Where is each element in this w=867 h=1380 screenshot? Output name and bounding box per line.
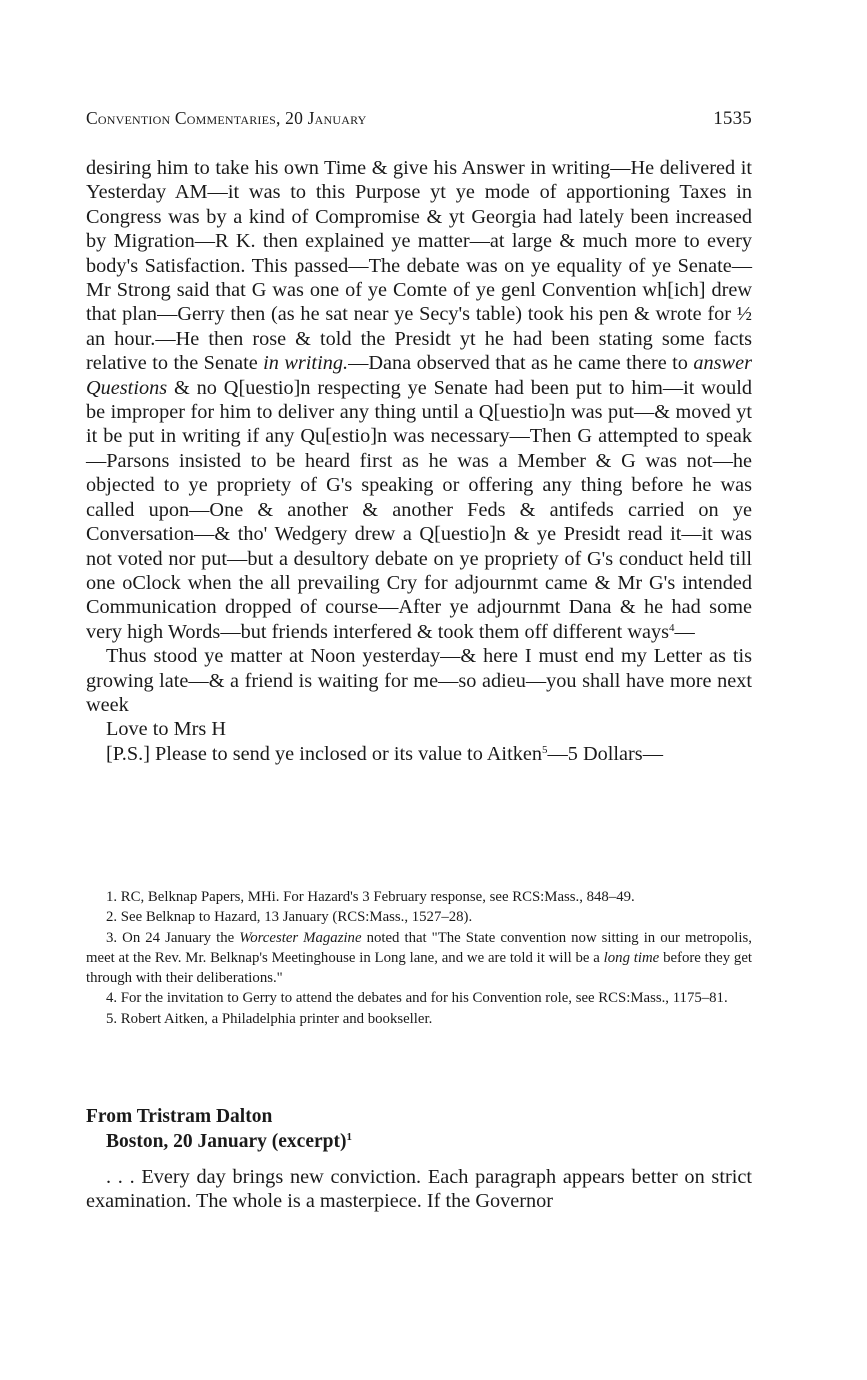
paragraph-text: & no Q[uestio]n respecting ye Senate had been put to him—it would be improper for him to deliver any thing until a Q[uestio]n was put—& moved yt it be put in writing if any Qu[estio]n was necessary—Then G attempted to speak—Parsons insisted to be heard first as he was a Member & G was not—he objected to ye propriety of G's speaking or offering any thing before he was called upon—One & another & another Feds & antifeds carried on ye Conversation—& tho' Wedgery drew a Q[uestio]n & ye Presidt read it—it was not voted nor put—but a desultory debate on ye propriety of G's conduct held till one oClock when the all prevailing Cry for adjournmt came & Mr G's intended Communication dropped of course—After ye adjournmt Dana & he had some very high Words—but friends interfered & took them off different ways (86, 376, 752, 643)
paragraph-text: — (674, 620, 695, 643)
footnote-marker: 1 (346, 1131, 352, 1143)
body-paragraph-2: Thus stood ye matter at Noon yesterday—& here I must end my Letter as tis growing late—& a friend is waiting for me—so adieu—you shall have more next week (86, 645, 752, 716)
document-heading (86, 1104, 752, 1154)
paragraph-text: [P.S.] Please to send ye inclosed or its value to Aitken (106, 742, 542, 765)
document-from: From Tristram Dalton (86, 1106, 273, 1127)
body-paragraph-4 (86, 742, 752, 766)
paragraph-text: —Dana observed that as he came there to (348, 352, 688, 375)
italic-text: answer Questions (86, 352, 752, 399)
paragraph-text: desiring him to take his own Time & give his Answer in writing—He delivered it Yesterday AM—it was to this Purpose yt ye mode of apportioning Taxes in Congress was by a kind of Compromise & yt Georgia had lately been increased by Migration—R K. then explained ye matter—at large & much more to every body's Satisfaction. This passed—The debate was on ye equality of ye Senate—Mr Strong said that G was one of ye Comte of ye genl Convention wh[ich] drew that plan—Gerry then (as he sat near ye Secy's table) took his pen & wrote for ½ an hour.—He then rose & told the Presidt yt he had been stating some facts relative to the Senate (86, 157, 752, 375)
footnote-5: 5. Robert Aitken, a Philadelphia printer and bookseller. (106, 1010, 433, 1027)
excerpt-paragraph: . . . Every day brings new conviction. Each paragraph appears better on strict examination. The whole is a masterpiece. If the Governor (86, 1166, 752, 1213)
excerpt-body (86, 1165, 752, 1214)
italic-text: in writing. (263, 352, 349, 375)
footnote-text: before they get through with their deliberations." (86, 949, 753, 987)
italic-text: long time (603, 949, 660, 966)
body-paragraph-3: Love to Mrs H (106, 718, 226, 741)
footnote-text: 3. On 24 January the (106, 929, 235, 946)
document-place-date (86, 1129, 752, 1154)
footnote-text: noted that "The State convention now sitting in our metropolis, meet at the Rev. Mr. Belknap's Meetinghouse in Long lane, and we are told it will be a (86, 929, 752, 966)
footnote-marker: 4 (669, 621, 675, 634)
italic-text: Worcester Magazine (239, 929, 362, 946)
body-paragraph-1 (86, 156, 752, 644)
page-number: 1535 (713, 108, 752, 129)
running-head-title: Convention Commentaries, 20 January (86, 108, 367, 128)
footnote-3 (86, 928, 752, 989)
footnote-1: 1. RC, Belknap Papers, MHi. For Hazard's 3 February response, see RCS:Mass., 848–49. (106, 889, 635, 905)
running-head (86, 108, 752, 129)
footnote-marker: 5 (542, 743, 548, 756)
place-date-text: Boston, 20 January (excerpt) (106, 1131, 347, 1152)
footnote-2: 2. See Belknap to Hazard, 13 January (RCS:Mass., 1527–28). (106, 909, 473, 926)
footnotes (86, 887, 752, 1029)
letter-body (86, 156, 752, 766)
footnote-4: 4. For the invitation to Gerry to attend the debates and for his Convention role, see RCS:Mass., 1175–81. (106, 990, 728, 1007)
paragraph-text: —5 Dollars— (547, 742, 663, 765)
